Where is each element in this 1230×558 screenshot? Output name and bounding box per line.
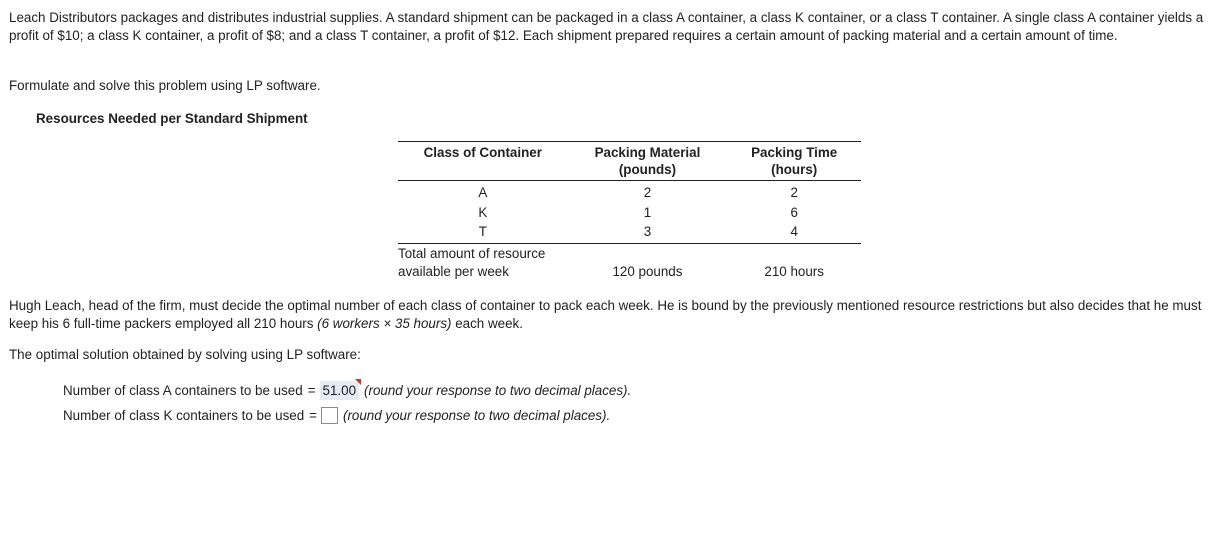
total-row xyxy=(398,243,861,281)
row-class: T xyxy=(478,224,487,239)
solution-intro: The optimal solution obtained by solving using LP software: xyxy=(9,347,361,362)
header-class-label: Class of Container xyxy=(423,145,542,160)
answer-a-value[interactable] xyxy=(320,381,360,400)
problem-intro: Leach Distributors packages and distributes industrial supplies. A standard shipment can be packaged in a class A container, a class K container, or a class T container. A single class A container yields a profit of $10; a class K container, a profit of $8; and a class T container, a profit of $12. Each shipment prepared requires a certain amount of packing material and a certain amount of time. xyxy=(9,10,1204,43)
constraint-paragraph xyxy=(9,297,1219,333)
row-time: 6 xyxy=(790,204,798,220)
formulate-instruction: Formulate and solve this problem using LP software. xyxy=(9,78,321,93)
table-row xyxy=(398,203,861,223)
answer-k-hint: (round your response to two decimal places). xyxy=(342,408,611,423)
constraint-text: Hugh Leach, head of the firm, must decide the optimal number of each class of container to pack each week. He is bound by the previously mentioned resource restrictions but also decides that he must keep his 6 full-time packers employed all 210 hours xyxy=(9,298,1202,331)
resources-table xyxy=(398,141,861,281)
table-row xyxy=(398,222,861,243)
header-packing-time xyxy=(727,142,861,181)
answer-a-value-text: 51.00 xyxy=(322,383,357,398)
header-class-of-container xyxy=(398,142,568,181)
header-time-line2: (hours) xyxy=(771,162,818,177)
answer-a-equals: = xyxy=(307,383,316,398)
total-label-line2: available per week xyxy=(398,263,509,279)
row-class: A xyxy=(478,185,488,200)
answer-row-class-k xyxy=(63,407,610,424)
constraint-text-end: each week. xyxy=(451,316,523,331)
row-material: 2 xyxy=(643,185,652,200)
header-material-line2: (pounds) xyxy=(618,162,677,177)
answer-k-equals: = xyxy=(309,408,317,423)
answer-row-class-a xyxy=(63,381,631,400)
table-heading: Resources Needed per Standard Shipment xyxy=(36,111,308,126)
total-label xyxy=(398,243,568,281)
row-time: 2 xyxy=(790,185,798,200)
header-material-line1: Packing Material xyxy=(594,145,701,160)
answer-a-hint: (round your response to two decimal places). xyxy=(364,383,632,398)
row-material: 1 xyxy=(643,204,652,220)
header-packing-material xyxy=(568,142,728,181)
table-header-row xyxy=(398,142,861,181)
row-time: 4 xyxy=(790,224,798,239)
header-time-line1: Packing Time xyxy=(751,145,838,160)
answer-k-label: Number of class K containers to be used xyxy=(63,408,305,423)
answer-flag-icon xyxy=(355,379,361,385)
answer-k-input[interactable] xyxy=(321,407,338,424)
row-class: K xyxy=(478,204,488,220)
total-label-line1: Total amount of resource xyxy=(398,245,546,261)
row-material: 3 xyxy=(643,224,652,239)
total-material: 120 pounds xyxy=(568,243,728,281)
table-row xyxy=(398,181,861,203)
total-time: 210 hours xyxy=(727,243,861,281)
answer-a-label: Number of class A containers to be used xyxy=(63,383,303,398)
constraint-italic: (6 workers × 35 hours) xyxy=(317,316,452,331)
